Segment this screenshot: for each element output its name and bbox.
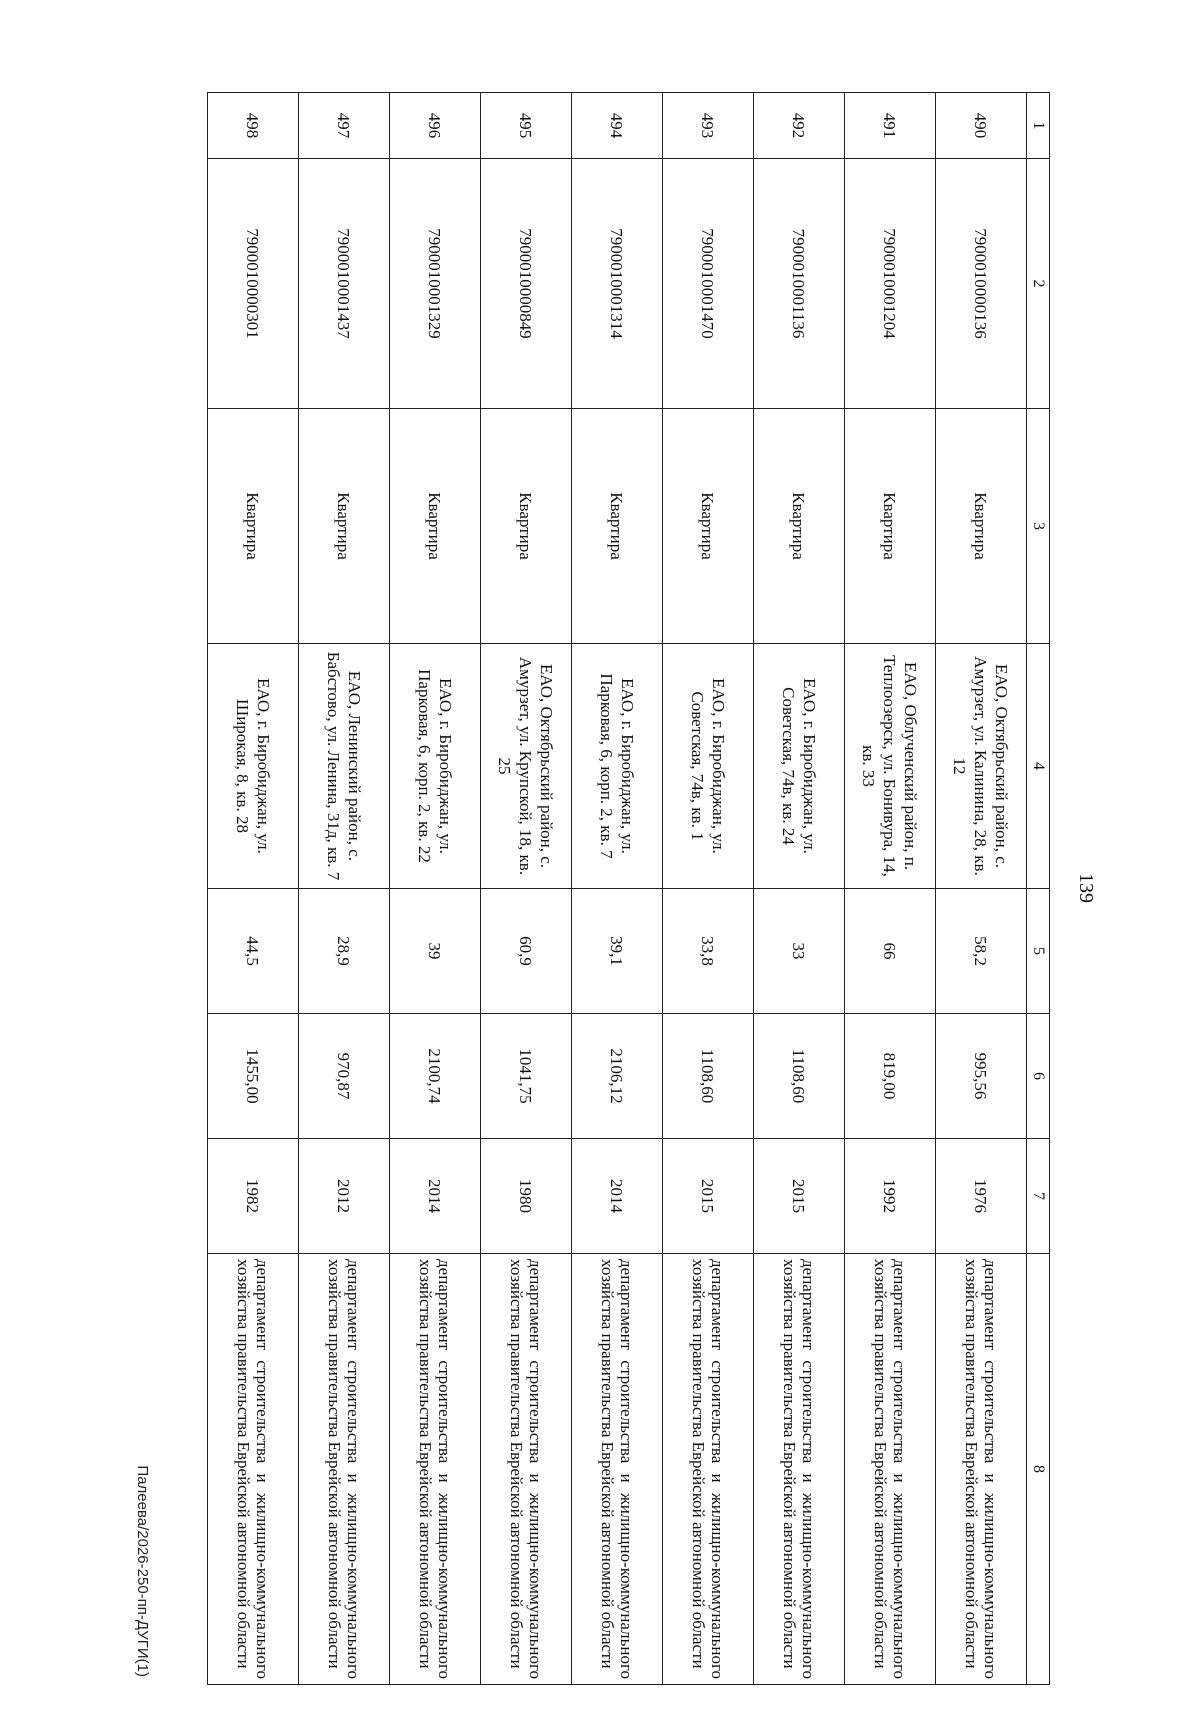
year: 1980 — [481, 1139, 572, 1254]
row-number: 496 — [390, 93, 481, 159]
value: 1041,75 — [481, 1014, 572, 1139]
column-header: 4 — [1027, 644, 1050, 889]
holder: департамент строительства и жилищно-коммунального хозяйства правительства Еврейской автономной области — [390, 1254, 481, 1685]
document-reference: Палеева/2026-250-пп-ДУГИ(1) — [134, 1465, 151, 1677]
area: 60,9 — [481, 889, 572, 1014]
column-header: 3 — [1027, 409, 1050, 644]
year: 1982 — [208, 1139, 299, 1254]
page-number: 139 — [1075, 873, 1097, 903]
row-number: 492 — [754, 93, 845, 159]
row-number: 490 — [936, 93, 1027, 159]
registry-number: 7900010001204 — [845, 159, 936, 409]
area: 39 — [390, 889, 481, 1014]
value: 819,00 — [845, 1014, 936, 1139]
holder: департамент строительства и жилищно-коммунального хозяйства правительства Еврейской автономной области — [208, 1254, 299, 1685]
year: 1976 — [936, 1139, 1027, 1254]
address: ЕАО, Ленинский район, с. Бабстово, ул. Ленина, 31д, кв. 7 — [299, 644, 390, 889]
table-row — [845, 93, 936, 1685]
value: 970,87 — [299, 1014, 390, 1139]
registry-number: 7900010001437 — [299, 159, 390, 409]
row-number: 495 — [481, 93, 572, 159]
holder: департамент строительства и жилищно-коммунального хозяйства правительства Еврейской автономной области — [299, 1254, 390, 1685]
area: 58,2 — [936, 889, 1027, 1014]
holder: департамент строительства и жилищно-коммунального хозяйства правительства Еврейской автономной области — [754, 1254, 845, 1685]
table-row — [572, 93, 663, 1685]
row-number: 494 — [572, 93, 663, 159]
table-row — [481, 93, 572, 1685]
object-type: Квартира — [390, 409, 481, 644]
registry-number: 7900010001329 — [390, 159, 481, 409]
value: 2100,74 — [390, 1014, 481, 1139]
object-type: Квартира — [845, 409, 936, 644]
column-header: 5 — [1027, 889, 1050, 1014]
year: 2014 — [572, 1139, 663, 1254]
table-row — [299, 93, 390, 1685]
object-type: Квартира — [299, 409, 390, 644]
object-type: Квартира — [663, 409, 754, 644]
table-row — [390, 93, 481, 1685]
area: 28,9 — [299, 889, 390, 1014]
registry-number: 7900010000301 — [208, 159, 299, 409]
table-row — [208, 93, 299, 1685]
area: 39,1 — [572, 889, 663, 1014]
table-row — [663, 93, 754, 1685]
holder: департамент строительства и жилищно-коммунального хозяйства правительства Еврейской автономной области — [936, 1254, 1027, 1685]
object-type: Квартира — [208, 409, 299, 644]
value: 1108,60 — [663, 1014, 754, 1139]
area: 66 — [845, 889, 936, 1014]
value: 1455,00 — [208, 1014, 299, 1139]
object-type: Квартира — [481, 409, 572, 644]
holder: департамент строительства и жилищно-коммунального хозяйства правительства Еврейской автономной области — [481, 1254, 572, 1685]
row-number: 491 — [845, 93, 936, 159]
registry-number: 7900010000849 — [481, 159, 572, 409]
address: ЕАО, г. Биробиджан, ул. Советская, 74в, кв. 1 — [663, 644, 754, 889]
holder: департамент строительства и жилищно-коммунального хозяйства правительства Еврейской автономной области — [572, 1254, 663, 1685]
address: ЕАО, г. Биробиджан, ул. Парковая, 6, корп. 2, кв. 22 — [390, 644, 481, 889]
column-header: 7 — [1027, 1139, 1050, 1254]
year: 2015 — [663, 1139, 754, 1254]
address: ЕАО, г. Биробиджан, ул. Советская, 74в, кв. 24 — [754, 644, 845, 889]
column-header: 2 — [1027, 159, 1050, 409]
column-header: 1 — [1027, 93, 1050, 159]
registry-number: 7900010000136 — [936, 159, 1027, 409]
year: 1992 — [845, 1139, 936, 1254]
address: ЕАО, Облученский район, п. Теплоозерск, ул. Бонивура, 14, кв. 33 — [845, 644, 936, 889]
object-type: Квартира — [754, 409, 845, 644]
registry-number: 7900010001136 — [754, 159, 845, 409]
registry-number: 7900010001314 — [572, 159, 663, 409]
row-number: 498 — [208, 93, 299, 159]
row-number: 497 — [299, 93, 390, 159]
year: 2012 — [299, 1139, 390, 1254]
value: 995,56 — [936, 1014, 1027, 1139]
address: ЕАО, г. Биробиджан, ул. Парковая, 6, корп. 2, кв. 7 — [572, 644, 663, 889]
area: 44,5 — [208, 889, 299, 1014]
column-header: 6 — [1027, 1014, 1050, 1139]
table-row — [936, 93, 1027, 1685]
year: 2015 — [754, 1139, 845, 1254]
holder: департамент строительства и жилищно-коммунального хозяйства правительства Еврейской автономной области — [845, 1254, 936, 1685]
holder: департамент строительства и жилищно-коммунального хозяйства правительства Еврейской автономной области — [663, 1254, 754, 1685]
column-header: 8 — [1027, 1254, 1050, 1685]
object-type: Квартира — [572, 409, 663, 644]
area: 33 — [754, 889, 845, 1014]
value: 1108,60 — [754, 1014, 845, 1139]
value: 2106,12 — [572, 1014, 663, 1139]
row-number: 493 — [663, 93, 754, 159]
address: ЕАО, Октябрьский район, с. Амурзет, ул. Крупской, 18, кв. 25 — [481, 644, 572, 889]
table-row — [754, 93, 845, 1685]
rotated-page — [106, 92, 1106, 1684]
property-table — [207, 92, 1050, 1685]
area: 33,8 — [663, 889, 754, 1014]
address: ЕАО, г. Биробиджан, ул. Широкая, 8, кв. 28 — [208, 644, 299, 889]
table-header-row — [1027, 93, 1050, 1685]
address: ЕАО, Октябрьский район, с. Амурзет, ул. Калинина, 28, кв. 12 — [936, 644, 1027, 889]
year: 2014 — [390, 1139, 481, 1254]
registry-number: 7900010001470 — [663, 159, 754, 409]
object-type: Квартира — [936, 409, 1027, 644]
